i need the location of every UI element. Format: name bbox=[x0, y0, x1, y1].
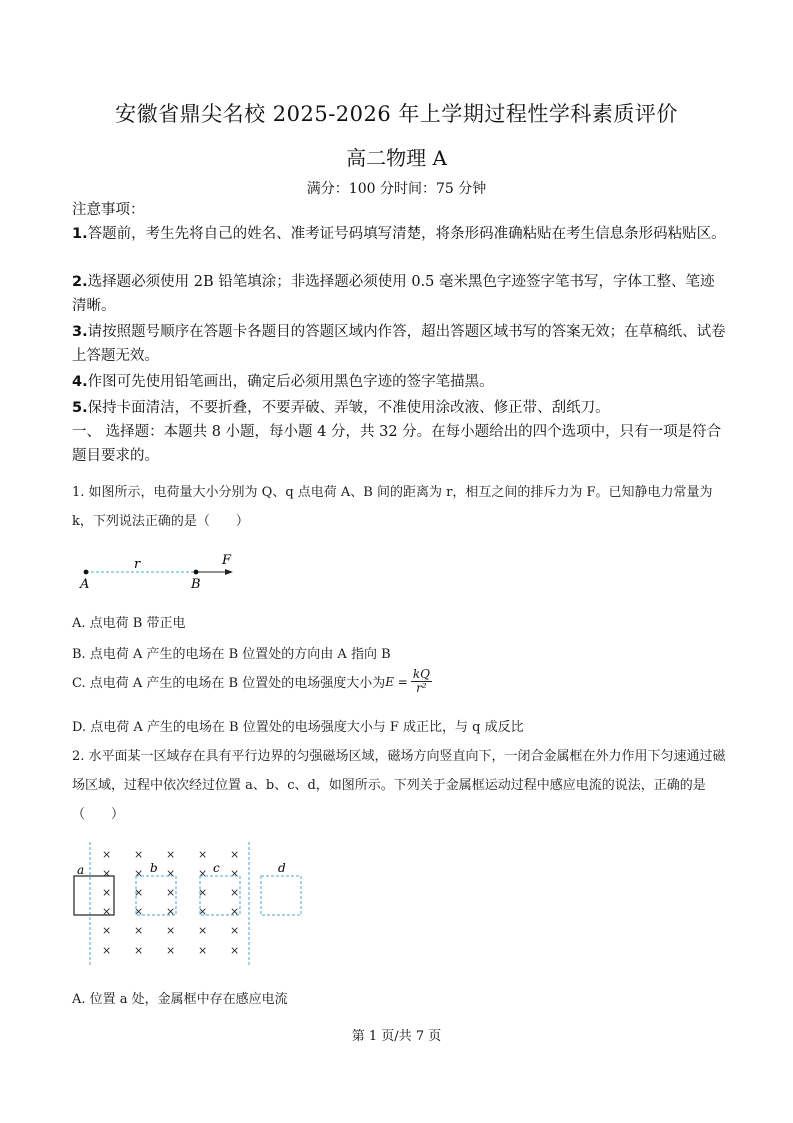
frame-position-d bbox=[261, 876, 301, 915]
field-cross: × bbox=[230, 944, 240, 957]
field-cross: × bbox=[166, 867, 176, 880]
field-cross: × bbox=[102, 944, 112, 957]
notice-item-text: 作图可先使用铅笔画出，确定后必须用黑色字迹的签字笔描黑。 bbox=[87, 374, 494, 390]
field-cross: × bbox=[198, 905, 208, 918]
notice-item-1 bbox=[72, 222, 727, 246]
notice-item-num: 2. bbox=[72, 274, 88, 290]
field-cross: × bbox=[198, 944, 208, 957]
notice-item-num: 1. bbox=[72, 226, 88, 242]
field-cross: × bbox=[166, 905, 176, 918]
label-r: r bbox=[134, 557, 141, 572]
notice-item-num: 3. bbox=[72, 324, 88, 340]
q1-figure bbox=[70, 550, 250, 592]
field-cross: × bbox=[198, 867, 208, 880]
field-cross: × bbox=[102, 867, 112, 880]
label-a: a bbox=[77, 863, 85, 877]
label-f: F bbox=[222, 553, 232, 568]
label-b: B bbox=[191, 577, 201, 592]
q1-option-d: D. 点电荷 A 产生的电场在 B 位置处的电场强度大小与 F 成正比，与 q 成反比 bbox=[72, 720, 524, 735]
formula-lhs: E = bbox=[385, 674, 408, 689]
page-footer: 第 1 页/共 7 页 bbox=[351, 1029, 442, 1044]
field-cross: × bbox=[134, 848, 144, 861]
field-cross: × bbox=[134, 944, 144, 957]
notice-item-5 bbox=[72, 396, 727, 420]
notice-item-4 bbox=[72, 370, 727, 394]
section-heading: 一、 选择题：本题共 8 小题，每小题 4 分，共 32 分。在每小题给出的四个选项中，只有一项是符合题目要求的。 bbox=[72, 424, 722, 464]
field-cross: × bbox=[102, 886, 112, 899]
label-c: c bbox=[213, 861, 220, 875]
field-cross: × bbox=[134, 867, 144, 880]
question-1-stem: 1. 如图所示，电荷量大小分别为 Q、q 点电荷 A、B 间的距离为 r，相互之间的排斥力为 F。已知静电力常量为 k，下列说法正确的是（ ） bbox=[72, 485, 713, 529]
charge-b-dot bbox=[194, 570, 199, 575]
field-cross: × bbox=[102, 848, 112, 861]
q2-option-a: A. 位置 a 处，金属框中存在感应电流 bbox=[72, 992, 288, 1007]
field-cross: × bbox=[134, 905, 144, 918]
notice-item-3 bbox=[72, 320, 727, 368]
field-cross: × bbox=[198, 848, 208, 861]
q1-option-c bbox=[72, 668, 432, 695]
field-cross: × bbox=[166, 886, 176, 899]
force-arrow-head bbox=[225, 569, 233, 575]
field-cross: × bbox=[166, 924, 176, 937]
notice-item-text: 选择题必须使用 2B 铅笔填涂；非选择题必须使用 0.5 毫米黑色字迹签字笔书写，字体工整、笔迹清晰。 bbox=[72, 274, 715, 314]
field-cross: × bbox=[102, 924, 112, 937]
field-cross: × bbox=[166, 848, 176, 861]
formula-fraction bbox=[411, 668, 432, 695]
score-time: 满分：100 分时间：75 分钟 bbox=[306, 181, 487, 197]
field-cross: × bbox=[166, 944, 176, 957]
field-cross: × bbox=[198, 886, 208, 899]
charge-a-dot bbox=[84, 570, 89, 575]
notice-item-text: 请按照题号顺序在答题卡各题目的答题区域内作答，超出答题区域书写的答案无效；在草稿纸、试卷上答题无效。 bbox=[72, 324, 726, 364]
field-cross: × bbox=[230, 924, 240, 937]
field-cross: × bbox=[230, 848, 240, 861]
formula-denominator: r² bbox=[416, 681, 427, 695]
label-a: A bbox=[80, 577, 90, 592]
field-cross: × bbox=[198, 924, 208, 937]
q2-figure bbox=[70, 840, 310, 970]
notice-heading: 注意事项： bbox=[72, 202, 145, 218]
field-cross: × bbox=[230, 867, 240, 880]
exam-title: 安徽省鼎尖名校 2025-2026 年上学期过程性学科素质评价 bbox=[115, 102, 678, 126]
q1-option-a: A. 点电荷 B 带正电 bbox=[72, 616, 186, 631]
label-d: d bbox=[278, 861, 286, 875]
notice-item-num: 5. bbox=[72, 400, 88, 416]
field-cross: × bbox=[102, 905, 112, 918]
q1-option-c-text: C. 点电荷 A 产生的电场在 B 位置处的电场强度大小为 bbox=[72, 676, 386, 691]
notice-item-text: 答题前，考生先将自己的姓名、准考证号码填写清楚，将条形码准确粘贴在考生信息条形码粘贴区。 bbox=[87, 226, 726, 242]
field-cross: × bbox=[230, 886, 240, 899]
notice-item-num: 4. bbox=[72, 374, 88, 390]
field-cross: × bbox=[134, 886, 144, 899]
formula-numerator: kQ bbox=[412, 667, 430, 681]
field-cross: × bbox=[134, 924, 144, 937]
field-cross: × bbox=[230, 905, 240, 918]
exam-subtitle: 高二物理 A bbox=[346, 146, 447, 170]
notice-item-text: 保持卡面清洁，不要折叠，不要弄破、弄皱，不准使用涂改液、修正带、刮纸刀。 bbox=[87, 400, 610, 416]
question-2-stem: 2. 水平面某一区域存在具有平行边界的匀强磁场区域，磁场方向竖直向下，一闭合金属框在外力作用下匀速通过磁场区域，过程中依次经过位置 a、b、c、d，如图所示。下列关于金属框运动过程中感应电流的说法，正确的是（ ） bbox=[72, 749, 726, 822]
q1-option-b: B. 点电荷 A 产生的电场在 B 位置处的方向由 A 指向 B bbox=[72, 647, 391, 662]
label-b: b bbox=[150, 861, 158, 875]
notice-item-2 bbox=[72, 270, 727, 318]
